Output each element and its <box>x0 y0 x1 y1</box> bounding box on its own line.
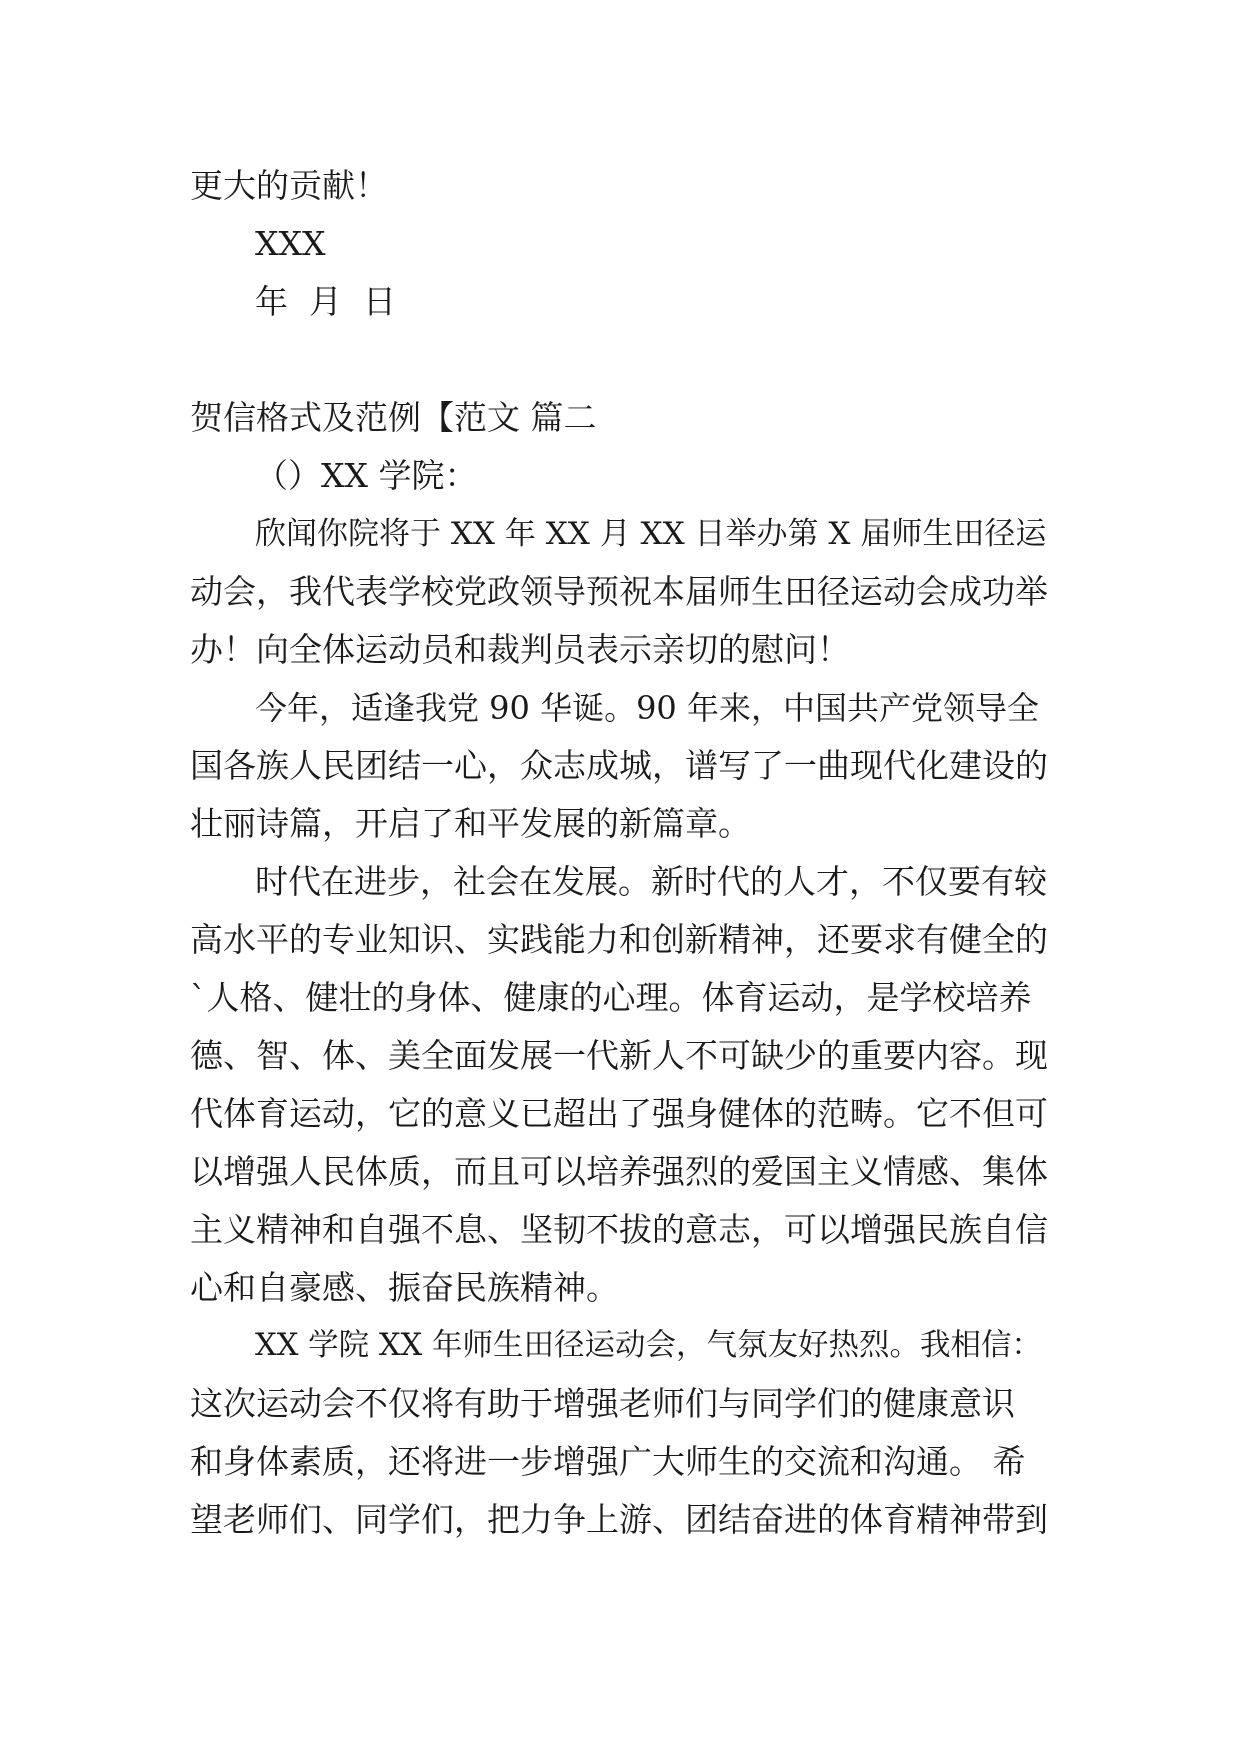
paragraph-3-line-8: 心和自豪感、振奋民族精神。 <box>190 1268 619 1307</box>
signature: XXX <box>255 224 326 263</box>
paragraph-1-line-2: 动会，我代表学校党政领导预祝本届师生田径运动会成功举 <box>190 572 1048 611</box>
paragraph-1-line-1: 欣闻你院将于 XX 年 XX 月 XX 日举办第 X 届师生田径运 <box>255 516 1047 552</box>
paragraph-1-line-3: 办！向全体运动员和裁判员表示亲切的慰问！ <box>190 630 850 669</box>
date-line: 年 月 日 <box>255 282 396 321</box>
paragraph-3-line-2: 高水平的专业知识、实践能力和创新精神，还要求有健全的 <box>190 920 1048 959</box>
paragraph-2-line-2: 国各族人民团结一心，众志成城，谱写了一曲现代化建设的 <box>190 746 1048 785</box>
paragraph-3-line-5: 代体育运动，它的意义已超出了强身健体的范畴。它不但可 <box>190 1094 1048 1133</box>
paragraph-4-line-2: 这次运动会不仅将有助于增强老师们与同学们的健康意识 <box>190 1384 1015 1423</box>
paragraph-4-line-3: 和身体素质，还将进一步增强广大师生的交流和沟通。 希 <box>190 1442 1026 1481</box>
paragraph-2-line-3: 壮丽诗篇，开启了和平发展的新篇章。 <box>190 804 751 843</box>
paragraph-3-line-4: 德、智、体、美全面发展一代新人不可缺少的重要内容。现 <box>190 1036 1048 1075</box>
paragraph-3-line-3: `人格、健壮的身体、健康的心理。体育运动，是学校培养 <box>190 978 1032 1017</box>
paragraph-3-line-6: 以增强人民体质，而且可以培养强烈的爱国主义情感、集体 <box>190 1152 1048 1191</box>
section-title: 贺信格式及范例【范文 篇二 <box>190 398 597 437</box>
paragraph-2-line-1: 今年，适逢我党 90 华诞。90 年来，中国共产党领导全 <box>255 689 1039 727</box>
paragraph-3-line-1: 时代在进步，社会在发展。新时代的人才，不仅要有较 <box>255 862 1047 901</box>
closing-contribution-line: 更大的贡献！ <box>190 166 388 205</box>
salutation: （）XX 学院： <box>255 456 478 495</box>
paragraph-4-line-1: XX 学院 XX 年师生田径运动会，气氛友好热烈。我相信： <box>255 1328 1042 1363</box>
paragraph-4-line-4: 望老师们、同学们，把力争上游、团结奋进的体育精神带到 <box>190 1500 1048 1539</box>
paragraph-3-line-7: 主义精神和自强不息、坚韧不拔的意志，可以增强民族自信 <box>190 1210 1048 1249</box>
